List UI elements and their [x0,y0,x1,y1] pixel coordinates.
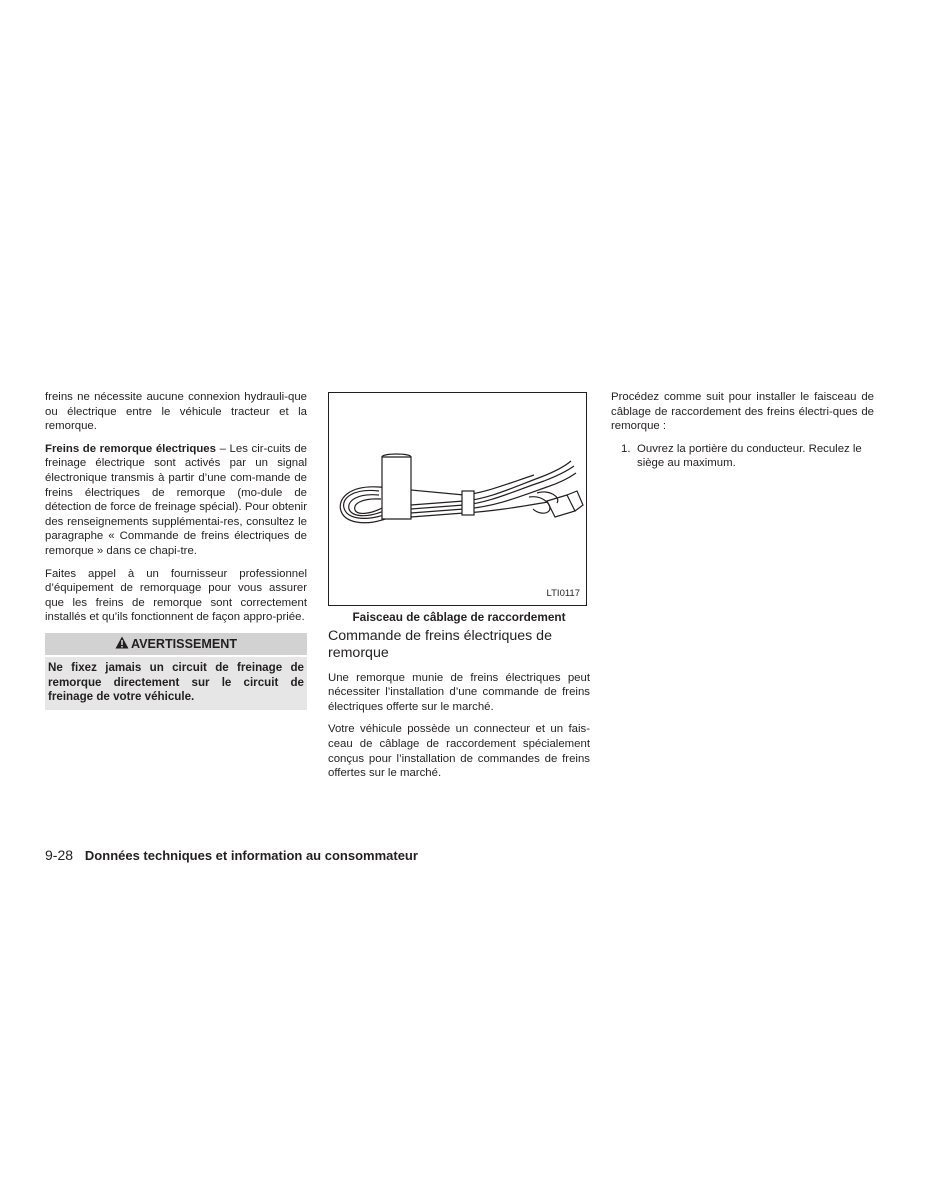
list-item [621,442,874,471]
figure-code: LTI0117 [546,588,580,600]
electric-brakes-heading: Freins de remorque électriques [45,442,216,455]
paragraph-brakes-intro: freins ne nécessite aucune connexion hydrauli-que ou électrique entre le véhicule tracteur et la remorque. [45,391,307,433]
middle-column [328,392,590,789]
paragraph-connector: Votre véhicule possède un connecteur et un fais-ceau de câblage de raccordement spécialement conçus pour l’installation de commandes de freins offertes sur le marché. [328,723,590,780]
paragraph-professional: Faites appel à un fournisseur professionnel d’équipement de remorquage pour vous assurer que les freins de remorque sont correctement installés et qu’ils fonctionnent de façon appro-priée. [45,567,307,624]
page-number: 9-28 [45,847,74,863]
chapter-title: Données techniques et information au consommateur [84,848,418,863]
wiring-harness-figure [328,392,587,606]
electric-brakes-text: – Les cir-cuits de freinage électrique sont activés par un signal électronique transmis à partir d’une com-mande de freins électriques de remorque (mo-dule de détection de force de freinage spécial). Pour obtenir des renseignements supplémentai-res, consultez le paragraphe « Commande de freins électriques de remorque » dans ce chapi-tre. [45,442,308,557]
list-item-text: Ouvrez la portière du conducteur. Reculez le siège au maximum. [637,442,862,470]
page-footer [45,847,418,863]
figure-caption: Faisceau de câblage de raccordement [352,610,566,624]
paragraph-electric-brakes [45,442,307,559]
warning-text: Ne fixez jamais un circuit de freinage de remorque directement sur le circuit de freinage de votre véhicule. [45,657,307,710]
right-column [611,390,874,471]
warning-header [45,633,307,655]
wiring-harness-illustration [329,393,586,605]
warning-triangle-icon [115,634,129,647]
left-column [45,390,307,710]
paragraph-procedure: Procédez comme suit pour installer le faisceau de câblage de raccordement des freins électri-ques de remorque : [611,391,874,433]
section-title: Commande de freins électriques de remorque [328,627,552,661]
paragraph-brake-controller: Une remorque munie de freins électriques peut nécessiter l’installation d’une commande de freins électriques offerte sur le marché. [328,671,590,713]
warning-title: AVERTISSEMENT [130,636,238,651]
list-item-number: 1. [621,442,631,455]
